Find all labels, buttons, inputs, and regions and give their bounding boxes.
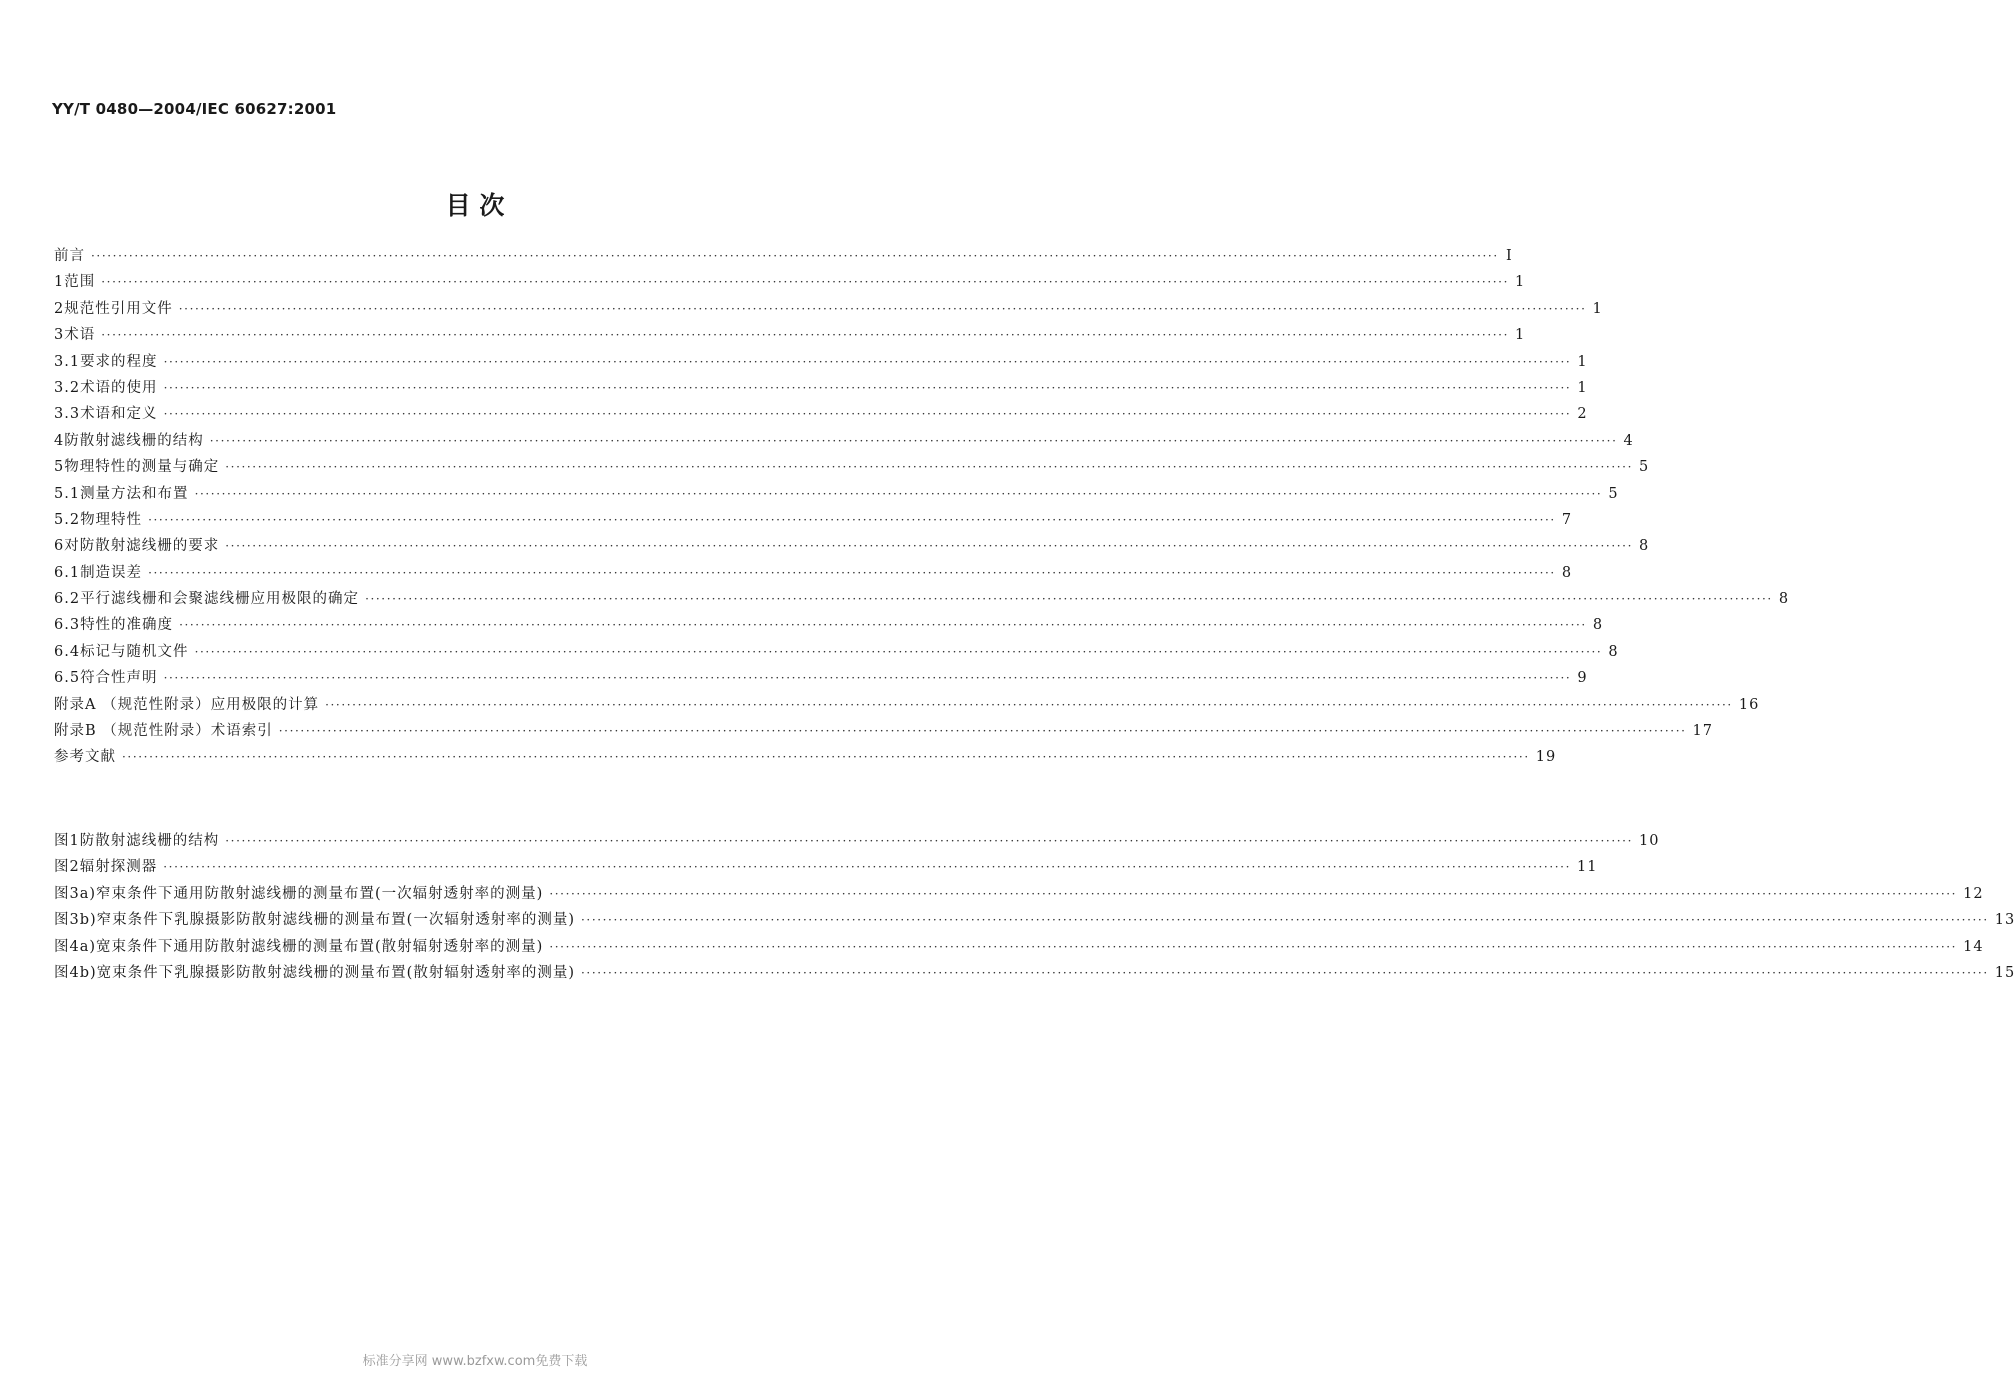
toc-entry-label: 标记与随机文件: [80, 643, 189, 660]
toc-entry-page-number: 9: [1577, 670, 1588, 687]
toc-entry-page-number: 4: [1623, 432, 1634, 449]
dot-leader: ····································································································································································································································································: [580, 965, 1989, 980]
dot-leader: ····································································································································································································································································: [194, 486, 1603, 501]
figure-entry-number: 图4a): [54, 938, 97, 955]
toc-entry[interactable]: [54, 587, 1790, 613]
toc-entry-label: 制造误差: [80, 564, 143, 581]
dot-leader: ····································································································································································································································································: [163, 354, 1572, 369]
toc-entry-number: 6.2: [54, 591, 81, 608]
toc-entry-page-number: 8: [1561, 564, 1573, 581]
dot-leader: ····································································································································································································································································: [365, 592, 1773, 607]
figure-entry-label: 窄束条件下通用防散射滤线栅的测量布置(一次辐射透射率的测量): [96, 885, 544, 902]
toc-entry[interactable]: [54, 270, 1526, 296]
toc-entry-number: 3.1: [54, 353, 81, 370]
table-of-contents: [54, 244, 1790, 772]
figure-entry-number: 图2: [54, 859, 80, 876]
toc-entry-page-number: 1: [1577, 353, 1588, 370]
toc-entry-page-number: 17: [1692, 723, 1713, 740]
dot-leader: ····································································································································································································································································: [194, 644, 1603, 659]
toc-entry-number: 6: [54, 538, 65, 555]
toc-entry-label: 附录B （规范性附录）术语索引: [54, 723, 273, 740]
toc-entry-number: 5.2: [54, 511, 81, 528]
toc-entry-label: 前言: [54, 248, 85, 264]
dot-leader: ····································································································································································································································································: [148, 565, 1556, 580]
figure-entry-label: 宽束条件下通用防散射滤线栅的测量布置(散射辐射透射率的测量): [96, 938, 544, 955]
dot-leader: ····································································································································································································································································: [325, 697, 1733, 712]
toc-entry[interactable]: [54, 482, 1619, 508]
standard-code: YY/T 0480—2004/IEC 60627:2001: [52, 100, 337, 118]
toc-entry-label: 术语: [64, 327, 96, 344]
toc-entry-page-number: 8: [1639, 538, 1650, 555]
toc-entry[interactable]: [54, 455, 1650, 481]
toc-entry[interactable]: [54, 297, 1603, 323]
toc-entry-page-number: 5: [1639, 459, 1650, 476]
toc-entry-number: 4: [54, 432, 65, 449]
toc-entry[interactable]: [54, 508, 1573, 534]
toc-entry[interactable]: [54, 745, 1557, 771]
toc-entry-page-number: 7: [1561, 511, 1573, 528]
toc-entry-page-number: 2: [1577, 406, 1588, 423]
figure-entry-page-number: 14: [1963, 938, 1984, 955]
figure-entry-label: 辐射探测器: [79, 859, 158, 876]
footer-watermark: 标准分享网 www.bzfxw.com免费下载: [362, 1354, 588, 1369]
toc-entry-number: 3: [54, 327, 65, 344]
dot-leader: ····································································································································································································································································: [209, 433, 1618, 448]
toc-entry[interactable]: [54, 640, 1619, 666]
figure-entry[interactable]: [54, 882, 1984, 908]
figure-entry-number: 图3b): [54, 912, 97, 929]
toc-entry-page-number: 1: [1577, 379, 1588, 396]
toc-entry-page-number: 8: [1778, 591, 1790, 608]
toc-entry[interactable]: [54, 561, 1573, 587]
figure-entry-number: 图4b): [54, 964, 97, 981]
dot-leader: ····································································································································································································································································: [101, 275, 1509, 290]
toc-entry-label: 测量方法和布置: [80, 485, 189, 502]
dot-leader: ····································································································································································································································································: [91, 249, 1499, 263]
toc-entry-page-number: 16: [1738, 696, 1760, 713]
figure-entry[interactable]: [54, 935, 1984, 961]
dot-leader: ····································································································································································································································································: [178, 301, 1587, 316]
dot-leader: ····································································································································································································································································: [580, 913, 1989, 928]
toc-entry-label: 术语的使用: [80, 379, 158, 396]
dot-leader: ····································································································································································································································································: [163, 671, 1572, 686]
toc-entry-label: 范围: [64, 274, 96, 291]
toc-entry[interactable]: [54, 244, 1513, 270]
toc-entry-label: 对防散射滤线栅的要求: [64, 538, 220, 555]
toc-entry-label: 平行滤线栅和会聚滤线栅应用极限的确定: [80, 591, 360, 608]
toc-entry-number: 6.3: [54, 617, 81, 634]
figure-entry[interactable]: [54, 829, 1660, 855]
toc-entry-number: 5: [54, 459, 65, 476]
dot-leader: ····································································································································································································································································: [179, 618, 1587, 633]
toc-entry-number: 6.1: [54, 564, 81, 581]
toc-entry[interactable]: [54, 350, 1588, 376]
dot-leader: ····································································································································································································································································: [225, 460, 1633, 475]
dot-leader: ····································································································································································································································································: [148, 512, 1556, 527]
figure-entry[interactable]: [54, 855, 1598, 881]
dot-leader: ····································································································································································································································································: [163, 860, 1571, 875]
dot-leader: ····································································································································································································································································: [549, 939, 1958, 954]
toc-entry-label: 术语和定义: [80, 406, 158, 423]
dot-leader: ····································································································································································································································································: [101, 328, 1509, 343]
toc-entry-number: 6.5: [54, 670, 81, 687]
figure-entry-number: 图3a): [54, 885, 97, 902]
toc-entry-page-number: 1: [1515, 274, 1526, 291]
figure-entry-label: 窄束条件下乳腺摄影防散射滤线栅的测量布置(一次辐射透射率的测量): [96, 912, 575, 929]
toc-entry[interactable]: [54, 693, 1760, 719]
toc-entry-page-number: 5: [1608, 485, 1619, 502]
toc-entry-page-number: 1: [1592, 300, 1603, 317]
toc-entry[interactable]: [54, 429, 1634, 455]
dot-leader: ····································································································································································································································································: [549, 886, 1958, 901]
toc-entry-label: 要求的程度: [80, 353, 158, 370]
toc-entry-label: 物理特性的测量与确定: [64, 459, 220, 476]
dot-leader: ····································································································································································································································································: [163, 407, 1572, 422]
dot-leader: ····································································································································································································································································: [163, 380, 1572, 395]
toc-entry[interactable]: [54, 323, 1526, 349]
toc-entry-label: 参考文献: [54, 749, 116, 766]
figure-entry-label: 防散射滤线栅的结构: [79, 833, 220, 849]
figure-entry-page-number: 13: [1994, 912, 2015, 929]
toc-entry-page-number: Ⅰ: [1506, 248, 1513, 264]
toc-entry[interactable]: [54, 613, 1604, 639]
dot-leader: ····································································································································································································································································: [278, 724, 1687, 739]
toc-entry-number: 3.3: [54, 406, 81, 423]
toc-entry-number: 2: [54, 300, 65, 317]
figure-entry[interactable]: [54, 961, 2015, 987]
toc-entry-page-number: 1: [1515, 327, 1526, 344]
toc-entry-label: 防散射滤线栅的结构: [64, 432, 204, 449]
toc-entry[interactable]: [54, 719, 1713, 745]
toc-entry-page-number: 19: [1535, 749, 1557, 766]
toc-entry[interactable]: [54, 666, 1588, 692]
toc-entry[interactable]: [54, 402, 1588, 428]
figure-entry[interactable]: [54, 908, 2015, 934]
toc-entry-label: 规范性引用文件: [64, 300, 173, 317]
figure-entry-page-number: 10: [1639, 833, 1660, 849]
dot-leader: ····································································································································································································································································: [225, 834, 1633, 848]
toc-entry-number: 6.4: [54, 643, 81, 660]
toc-entry-page-number: 8: [1592, 617, 1604, 634]
dot-leader: ····································································································································································································································································: [225, 539, 1633, 554]
figure-entry-number: 图1: [54, 833, 80, 849]
dot-leader: ····································································································································································································································································: [122, 750, 1530, 765]
figure-list: [54, 829, 2015, 987]
toc-entry[interactable]: [54, 534, 1650, 560]
figure-entry-page-number: 11: [1577, 859, 1598, 876]
page-title: 目 次: [445, 191, 505, 220]
toc-entry[interactable]: [54, 376, 1588, 402]
toc-entry-number: 3.2: [54, 379, 81, 396]
toc-entry-label: 附录A （规范性附录）应用极限的计算: [54, 696, 320, 713]
toc-entry-label: 符合性声明: [80, 670, 158, 687]
toc-entry-label: 特性的准确度: [80, 617, 174, 634]
figure-entry-page-number: 12: [1963, 885, 1984, 902]
toc-entry-page-number: 8: [1608, 643, 1619, 660]
toc-entry-number: 5.1: [54, 485, 81, 502]
toc-entry-number: 1: [54, 274, 65, 291]
toc-entry-label: 物理特性: [80, 511, 143, 528]
figure-entry-label: 宽束条件下乳腺摄影防散射滤线栅的测量布置(散射辐射透射率的测量): [96, 964, 575, 981]
figure-entry-page-number: 15: [1994, 964, 2015, 981]
